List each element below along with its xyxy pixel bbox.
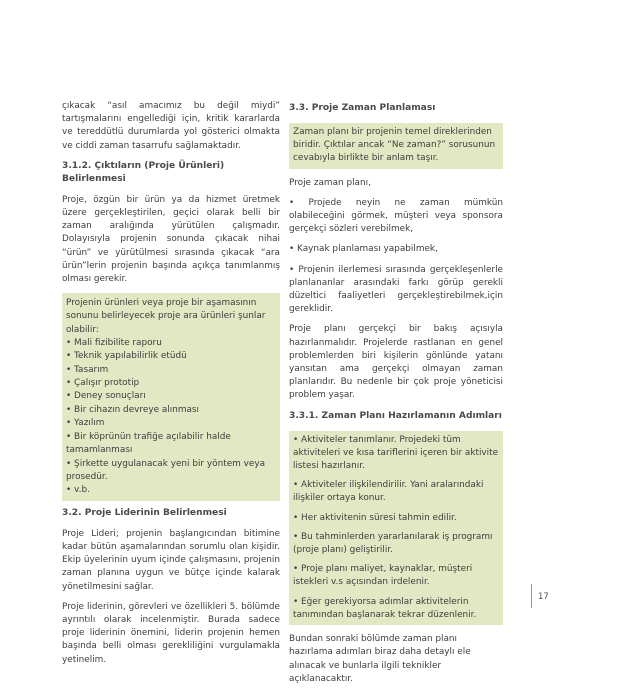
list-item: • Deney sonuçları [66, 391, 146, 402]
paragraph: Proje, özgün bir ürün ya da hizmet üretmek üzere gerçekleştirilen, geçici olarak belli bir zaman aralığında yürütülen çalışmadır. Dolayısıyla projenin sonunda çıkacak nihai “ürün” ve yürütülmesi sırasında çıkacak “ara ürün”lerin projenin başında açıkça tanımlanmış olması gerekir. [62, 194, 280, 285]
highlight-box-steps [289, 431, 503, 625]
left-column [62, 100, 280, 674]
paragraph: çıkacak “asıl amacımız bu değil miydi” tartışmalarını engellediği için, kritik kararlarda ve tereddütlü durumlarda yol gösterici olmakta ve ciddi zaman tasarrufu sağlamaktadır. [62, 101, 280, 151]
list-item: • Bir köprünün trafiğe açılabilir halde tamamlanması [66, 431, 231, 456]
paragraph: Proje liderinin, görevleri ve özellikleri 5. bölümde ayrıntılı olarak incelenmiştir. Burada sadece proje liderinin önemini, liderin projenin hemen başında belli olması gerekliliğini vurgulamakla yetinelim. [62, 601, 280, 665]
step-item: • Her aktivitenin süresi tahmin edilir. [293, 512, 457, 523]
bullet-paragraph: • Projenin ilerlemesi sırasında gerçekleşenlerle planlananlar arasındaki farkı görüp gerekli düzeltici faaliyetleri gerçekleştirebilmek,için gereklidir. [289, 264, 503, 315]
highlight-box-outputs [62, 293, 280, 500]
step-item: • Proje planı maliyet, kaynaklar, müşteri istekleri v.s açısından irdelenir. [293, 564, 473, 588]
list-item: • Teknik yapılabilirlik etüdü [66, 351, 187, 362]
page-number: 17 [538, 592, 549, 602]
paragraph: Proje Lideri; projenin başlangıcından bitimine kadar bütün aşamalarından sorumlu olan kişidir. Ekip üyelerinin uyum içinde çalışmasını, projenin zaman planına uygun ve bütçe içinde kalarak yönetilmesini sağlar. [62, 528, 280, 592]
paragraph: Proje zaman planı, [289, 177, 371, 188]
bullet-paragraph: • Projede neyin ne zaman mümkün olabileceğini görmek, müşteri veya sponsora gerçekçi sözleri verebilmek, [289, 197, 503, 235]
highlight-box-intro [289, 123, 503, 169]
list-item: • Çalışır prototip [66, 378, 140, 389]
list-item: • Bir cihazın devreye alınması [66, 404, 200, 415]
list-item: • Tasarım [66, 364, 109, 375]
step-item: • Bu tahminlerden yararlanılarak iş programı (proje planı) geliştirilir. [293, 531, 493, 556]
list-item: • v.b. [66, 485, 90, 496]
section-heading-3-3-1: 3.3.1. Zaman Planı Hazırlamanın Adımları [289, 410, 502, 421]
list-item: • Yazılım [66, 418, 105, 429]
list-item: • Şirkette uygulanacak yeni bir yöntem veya prosedür. [66, 458, 266, 482]
page-number-rule [531, 584, 532, 608]
step-item: • Eğer gerekiyorsa adımlar aktivitelerin tanımından başlanarak tekrar düzenlenir. [293, 596, 477, 620]
box-intro: Projenin ürünleri veya proje bir aşamasının sonunu belirleyecek proje ara ürünleri şunlar olabilir: [66, 298, 266, 335]
paragraph: Bundan sonraki bölümde zaman planı hazırlama adımları biraz daha detaylı ele alınacak ve bunlarla ilgili teknikler açıklanacaktır. [289, 634, 471, 684]
section-heading-3-3: 3.3. Proje Zaman Planlaması [289, 103, 436, 113]
right-column [289, 100, 503, 693]
step-item: • Aktiviteler tanımlanır. Projedeki tüm aktiviteleri ve kısa tariflerini içeren bir aktivite listesi hazırlanır. [293, 434, 499, 472]
step-item: • Aktiviteler ilişkilendirilir. Yani aralarındaki ilişkiler ortaya konur. [293, 480, 484, 504]
bullet-paragraph: • Kaynak planlaması yapabilmek, [289, 244, 438, 255]
list-item: • Mali fizibilite raporu [66, 337, 162, 348]
section-heading-3-2: 3.2. Proje Liderinin Belirlenmesi [62, 507, 227, 518]
paragraph: Proje planı gerçekçi bir bakış açısıyla hazırlanmalıdır. Projelerde rastlanan en genel problemlerden biri kişilerin gönlünde yatanı yansıtan ama gerçekçi olmayan zaman planlarıdır. Bu nedenle bir çok proje yöneticisi problem yaşar. [289, 324, 503, 401]
section-heading-3-1-2: 3.1.2. Çıktıların (Proje Ürünleri) Belirlenmesi [62, 160, 225, 184]
highlight-text: Zaman planı bir projenin temel direklerinden biridir. Çıktılar ancak “Ne zaman?” sorusunun cevabıyla birlikte bir anlam taşır. [293, 127, 496, 164]
